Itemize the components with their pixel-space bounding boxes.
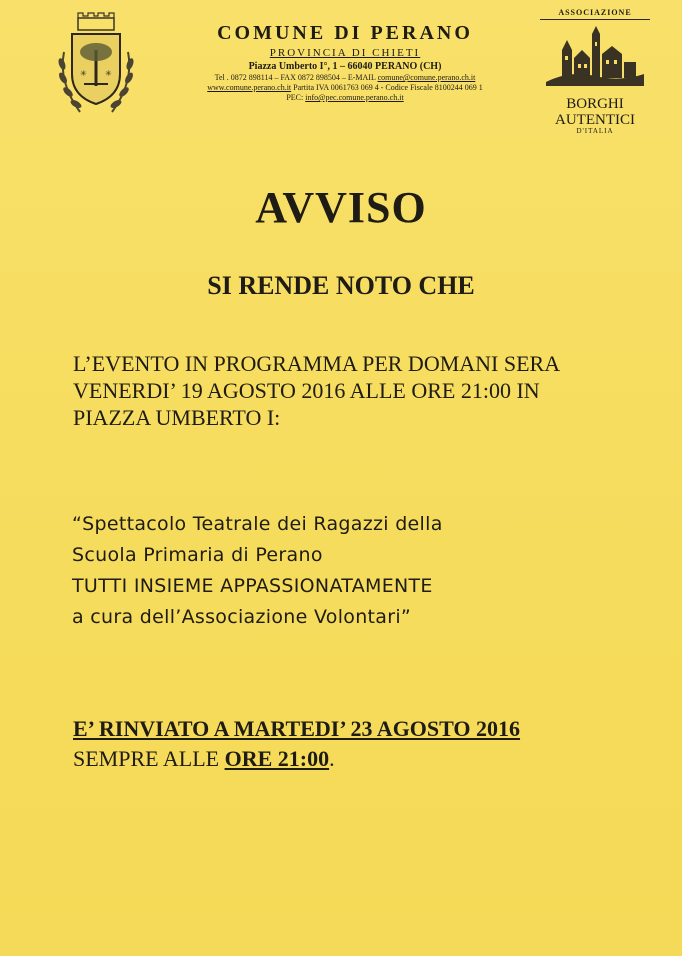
notice-subtitle: SI RENDE NOTO CHE: [207, 271, 475, 300]
website-link[interactable]: www.comune.perano.ch.it: [207, 83, 292, 92]
same-time-line: [73, 745, 633, 772]
same-time-suffix: .: [329, 746, 335, 771]
partner-name-line-1: BORGHI: [566, 96, 624, 112]
intro-line: L’EVENTO IN PROGRAMMA PER DOMANI SERA: [73, 351, 561, 376]
province-label: PROVINCIA DI CHIETI: [269, 47, 421, 59]
partner-country: D'ITALIA: [576, 127, 614, 135]
pec-label: PEC:: [286, 93, 306, 102]
association-label: ASSOCIAZIONE: [540, 8, 650, 20]
event-description: [72, 509, 632, 633]
municipal-crest-icon: [50, 12, 142, 122]
partner-name-line-2: AUTENTICI: [555, 112, 635, 128]
event-line: a cura dell’Associazione Volontari”: [72, 606, 412, 628]
address-line: Piazza Umberto I°, 1 – 66040 PERANO (CH): [248, 61, 442, 72]
village-icon: [540, 20, 650, 95]
notice-title: AVVISO: [255, 183, 427, 232]
tax-ids-text: Partita IVA 0061763 069 4 - Codice Fiscale 8100244 069 1: [291, 83, 483, 92]
pec-email-link[interactable]: info@pec.comune.perano.ch.it: [305, 93, 404, 102]
municipality-header: [170, 22, 520, 103]
event-intro: [73, 350, 633, 431]
municipality-title: COMUNE DI PERANO: [217, 22, 473, 44]
time-value: ORE 21:00: [224, 746, 330, 771]
svg-text:✳: ✳: [105, 69, 112, 78]
contact-line-3: [170, 93, 520, 103]
email-link[interactable]: comune@comune.perano.ch.it: [377, 73, 476, 82]
event-line: Scuola Primaria di Perano: [72, 544, 323, 566]
phone-fax-text: Tel . 0872 898114 – FAX 0872 898504 – E-MAIL: [214, 73, 378, 82]
svg-text:✳: ✳: [80, 69, 87, 78]
borghi-autentici-logo: [540, 8, 650, 148]
event-line: “Spettacolo Teatrale dei Ragazzi della: [72, 513, 443, 535]
postponed-date: E’ RINVIATO A MARTEDI’ 23 AGOSTO 2016: [73, 716, 521, 741]
contact-line-1: [170, 73, 520, 83]
intro-line: VENERDI’ 19 AGOSTO 2016 ALLE ORE 21:00 IN: [73, 378, 540, 403]
event-line: TUTTI INSIEME APPASSIONATAMENTE: [72, 575, 433, 597]
intro-line: PIAZZA UMBERTO I:: [73, 405, 281, 430]
same-time-prefix: SEMPRE ALLE: [73, 746, 225, 771]
contact-line-2: [170, 83, 520, 93]
